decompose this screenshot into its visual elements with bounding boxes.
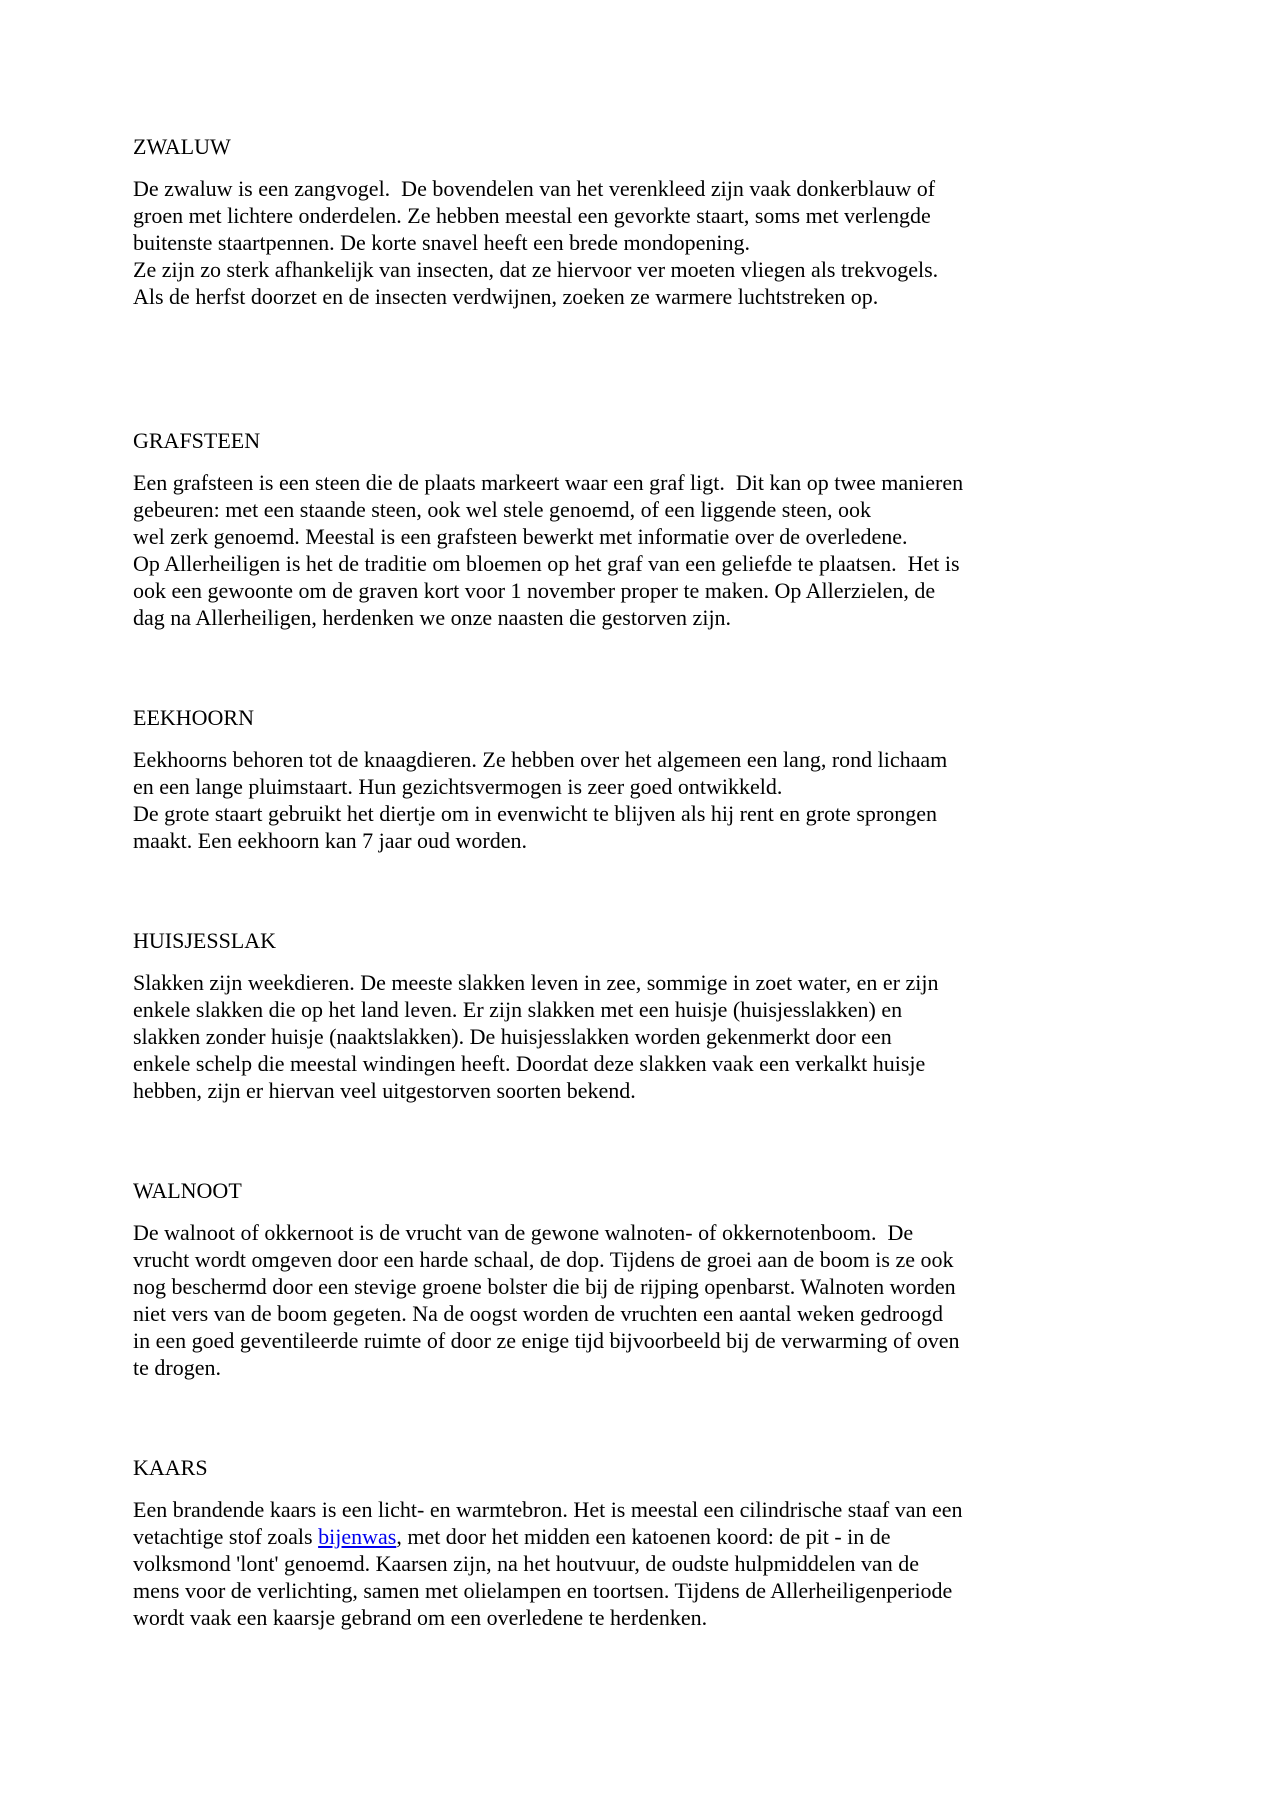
section-huisjesslak <box>133 927 1180 1104</box>
section-heading-zwaluw: ZWALUW <box>133 134 231 159</box>
paragraph-grafsteen <box>133 469 1180 631</box>
paragraph-zwaluw <box>133 175 1180 310</box>
text-line: Een grafsteen is een steen die de plaats markeert waar een graf ligt. Dit kan op twee manieren <box>133 470 964 495</box>
text-line: De grote staart gebruikt het diertje om in evenwicht te blijven als hij rent en grote sprongen <box>133 801 937 826</box>
section-kaars <box>133 1454 1180 1631</box>
section-walnoot <box>133 1177 1180 1381</box>
paragraph-walnoot <box>133 1219 1180 1381</box>
text-line: Een brandende kaars is een licht- en warmtebron. Het is meestal een cilindrische staaf van een <box>133 1497 963 1522</box>
text-line: vrucht wordt omgeven door een harde schaal, de dop. Tijdens de groei aan de boom is ze ook <box>133 1247 954 1272</box>
section-eekhoorn <box>133 704 1180 854</box>
section-heading-huisjesslak: HUISJESSLAK <box>133 928 277 953</box>
text-line: hebben, zijn er hiervan veel uitgestorven soorten bekend. <box>133 1078 636 1103</box>
text-line: Op Allerheiligen is het de traditie om bloemen op het graf van een geliefde te plaatsen. Het is <box>133 551 960 576</box>
text-line-with-link <box>133 1523 1180 1550</box>
text-line: Ze zijn zo sterk afhankelijk van insecten, dat ze hiervoor ver moeten vliegen als trekvogels. <box>133 257 939 282</box>
section-heading-walnoot: WALNOOT <box>133 1178 242 1203</box>
text-line: wel zerk genoemd. Meestal is een grafsteen bewerkt met informatie over de overledene. <box>133 524 908 549</box>
text-line: maakt. Een eekhoorn kan 7 jaar oud worden. <box>133 828 528 853</box>
text-line: enkele schelp die meestal windingen heeft. Doordat deze slakken vaak een verkalkt huisje <box>133 1051 926 1076</box>
section-grafsteen <box>133 427 1180 631</box>
text-line: mens voor de verlichting, samen met olielampen en toortsen. Tijdens de Allerheiligenperiode <box>133 1578 953 1603</box>
text-line: ook een gewoonte om de graven kort voor 1 november proper te maken. Op Allerzielen, de <box>133 578 936 603</box>
text-line: te drogen. <box>133 1355 221 1380</box>
paragraph-eekhoorn <box>133 746 1180 854</box>
text-line: gebeuren: met een staande steen, ook wel stele genoemd, of een liggende steen, ook <box>133 497 871 522</box>
text-line: groen met lichtere onderdelen. Ze hebben meestal een gevorkte staart, soms met verlengde <box>133 203 931 228</box>
text-line: dag na Allerheiligen, herdenken we onze naasten die gestorven zijn. <box>133 605 732 630</box>
paragraph-kaars <box>133 1496 1180 1631</box>
paragraph-huisjesslak <box>133 969 1180 1104</box>
section-heading-eekhoorn: EEKHOORN <box>133 705 254 730</box>
text-line: De zwaluw is een zangvogel. De bovendelen van het verenkleed zijn vaak donkerblauw of <box>133 176 936 201</box>
text-line: De walnoot of okkernoot is de vrucht van de gewone walnoten- of okkernotenboom. De <box>133 1220 914 1245</box>
section-heading-kaars: KAARS <box>133 1455 208 1480</box>
text-line: nog beschermd door een stevige groene bolster die bij de rijping openbarst. Walnoten worden <box>133 1274 956 1299</box>
section-heading-grafsteen: GRAFSTEEN <box>133 428 261 453</box>
text-line: en een lange pluimstaart. Hun gezichtsvermogen is zeer goed ontwikkeld. <box>133 774 783 799</box>
text-line: volksmond 'lont' genoemd. Kaarsen zijn, na het houtvuur, de oudste hulpmiddelen van de <box>133 1551 920 1576</box>
text-line: wordt vaak een kaarsje gebrand om een overledene te herdenken. <box>133 1605 708 1630</box>
text-line: Als de herfst doorzet en de insecten verdwijnen, zoeken ze warmere luchtstreken op. <box>133 284 879 309</box>
text-line: Slakken zijn weekdieren. De meeste slakken leven in zee, sommige in zoet water, en er zijn <box>133 970 939 995</box>
text-line: buitenste staartpennen. De korte snavel heeft een brede mondopening. <box>133 230 750 255</box>
link-line-post-text: , met door het midden een katoenen koord: de pit - in de <box>396 1524 891 1549</box>
text-line: slakken zonder huisje (naaktslakken). De huisjesslakken worden gekenmerkt door een <box>133 1024 892 1049</box>
text-line: niet vers van de boom gegeten. Na de oogst worden de vruchten een aantal weken gedroogd <box>133 1301 944 1326</box>
text-line: enkele slakken die op het land leven. Er zijn slakken met een huisje (huisjesslakken) en <box>133 997 903 1022</box>
text-line: in een goed geventileerde ruimte of door ze enige tijd bijvoorbeeld bij de verwarming of oven <box>133 1328 960 1353</box>
bijenwas-link[interactable]: bijenwas <box>318 1524 397 1549</box>
link-line-pre-text: vetachtige stof zoals <box>133 1524 319 1549</box>
section-zwaluw <box>133 133 1180 310</box>
text-line: Eekhoorns behoren tot de knaagdieren. Ze hebben over het algemeen een lang, rond lichaam <box>133 747 948 772</box>
